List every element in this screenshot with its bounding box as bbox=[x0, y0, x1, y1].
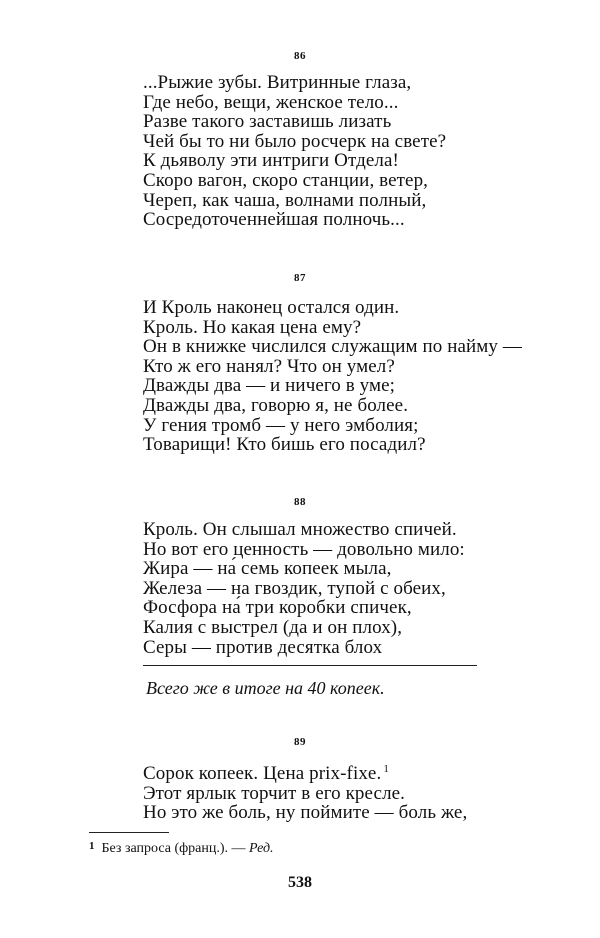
footnote-editor-abbr: Ред. bbox=[249, 841, 274, 856]
verse-line: Где небо, вещи, женское тело... bbox=[143, 91, 399, 113]
verse-line: Сосредоточеннейшая полночь... bbox=[143, 209, 405, 231]
summary-line: Всего же в итоге на 40 копеек. bbox=[146, 678, 385, 698]
verse-line: Фосфора на́ три коробки спичек, bbox=[143, 597, 412, 619]
footnote-divider bbox=[89, 832, 169, 833]
section-number-88: 88 bbox=[294, 496, 306, 508]
verse-line: Дважды два — и ничего в уме; bbox=[143, 375, 396, 397]
verse-line: Он в книжке числился служащим по найму — bbox=[143, 336, 522, 358]
verse-line: ...Рыжие зубы. Витринные глаза, bbox=[143, 72, 412, 93]
stanza-87 bbox=[143, 298, 522, 455]
footnote-text: Без запроса (франц.). — bbox=[101, 841, 250, 856]
verse-line: Жира — на́ семь копеек мыла, bbox=[143, 558, 392, 580]
footnote-reference: 1 bbox=[383, 763, 389, 775]
verse-line: Скоро вагон, скоро станции, ветер, bbox=[143, 169, 429, 191]
section-number-86: 86 bbox=[294, 50, 306, 62]
verse-line: Этот ярлык торчит в его кресле. bbox=[143, 782, 406, 804]
stanza-88 bbox=[143, 520, 465, 657]
footnote bbox=[89, 840, 274, 857]
verse-line-text: Сорок копеек. Цена prix-fixe. bbox=[143, 763, 382, 784]
page-number: 538 bbox=[288, 874, 312, 891]
verse-line: Калия с выстрел (да и он плох), bbox=[143, 616, 403, 638]
summary-divider bbox=[143, 665, 477, 666]
verse-line: Кто ж его нанял? Что он умел? bbox=[143, 355, 395, 377]
verse-line: Череп, как чаша, волнами полный, bbox=[143, 189, 427, 211]
verse-line: Чей бы то ни было росчерк на свете? bbox=[143, 130, 447, 152]
verse-line: Кроль. Он слышал множество спичей. bbox=[143, 519, 457, 540]
verse-line: Кроль. Но какая цена ему? bbox=[143, 316, 362, 338]
footnote-marker: 1 bbox=[89, 840, 95, 852]
section-number-87: 87 bbox=[294, 272, 306, 284]
verse-line: Товарищи! Кто бишь его посадил? bbox=[143, 434, 426, 456]
verse-line bbox=[143, 760, 467, 784]
verse-line: Но вот его ценность — довольно мило: bbox=[143, 538, 465, 560]
verse-line: Железа — на гвоздик, тупой с обеих, bbox=[143, 577, 446, 599]
verse-line: Разве такого заставишь лизать bbox=[143, 111, 392, 133]
stanza-89 bbox=[143, 760, 467, 823]
stanza-86 bbox=[143, 73, 446, 230]
verse-line: Серы — против десятка блох bbox=[143, 636, 383, 658]
verse-line: У гения тромб — у него эмболия; bbox=[143, 414, 419, 436]
verse-line: К дьяволу эти интриги Отдела! bbox=[143, 150, 399, 172]
verse-line: Дважды два, говорю я, не более. bbox=[143, 394, 409, 416]
section-number-89: 89 bbox=[294, 736, 306, 748]
verse-line: И Кроль наконец остался один. bbox=[143, 297, 400, 318]
verse-line: Но это же боль, ну поймите — боль же, bbox=[143, 802, 468, 824]
